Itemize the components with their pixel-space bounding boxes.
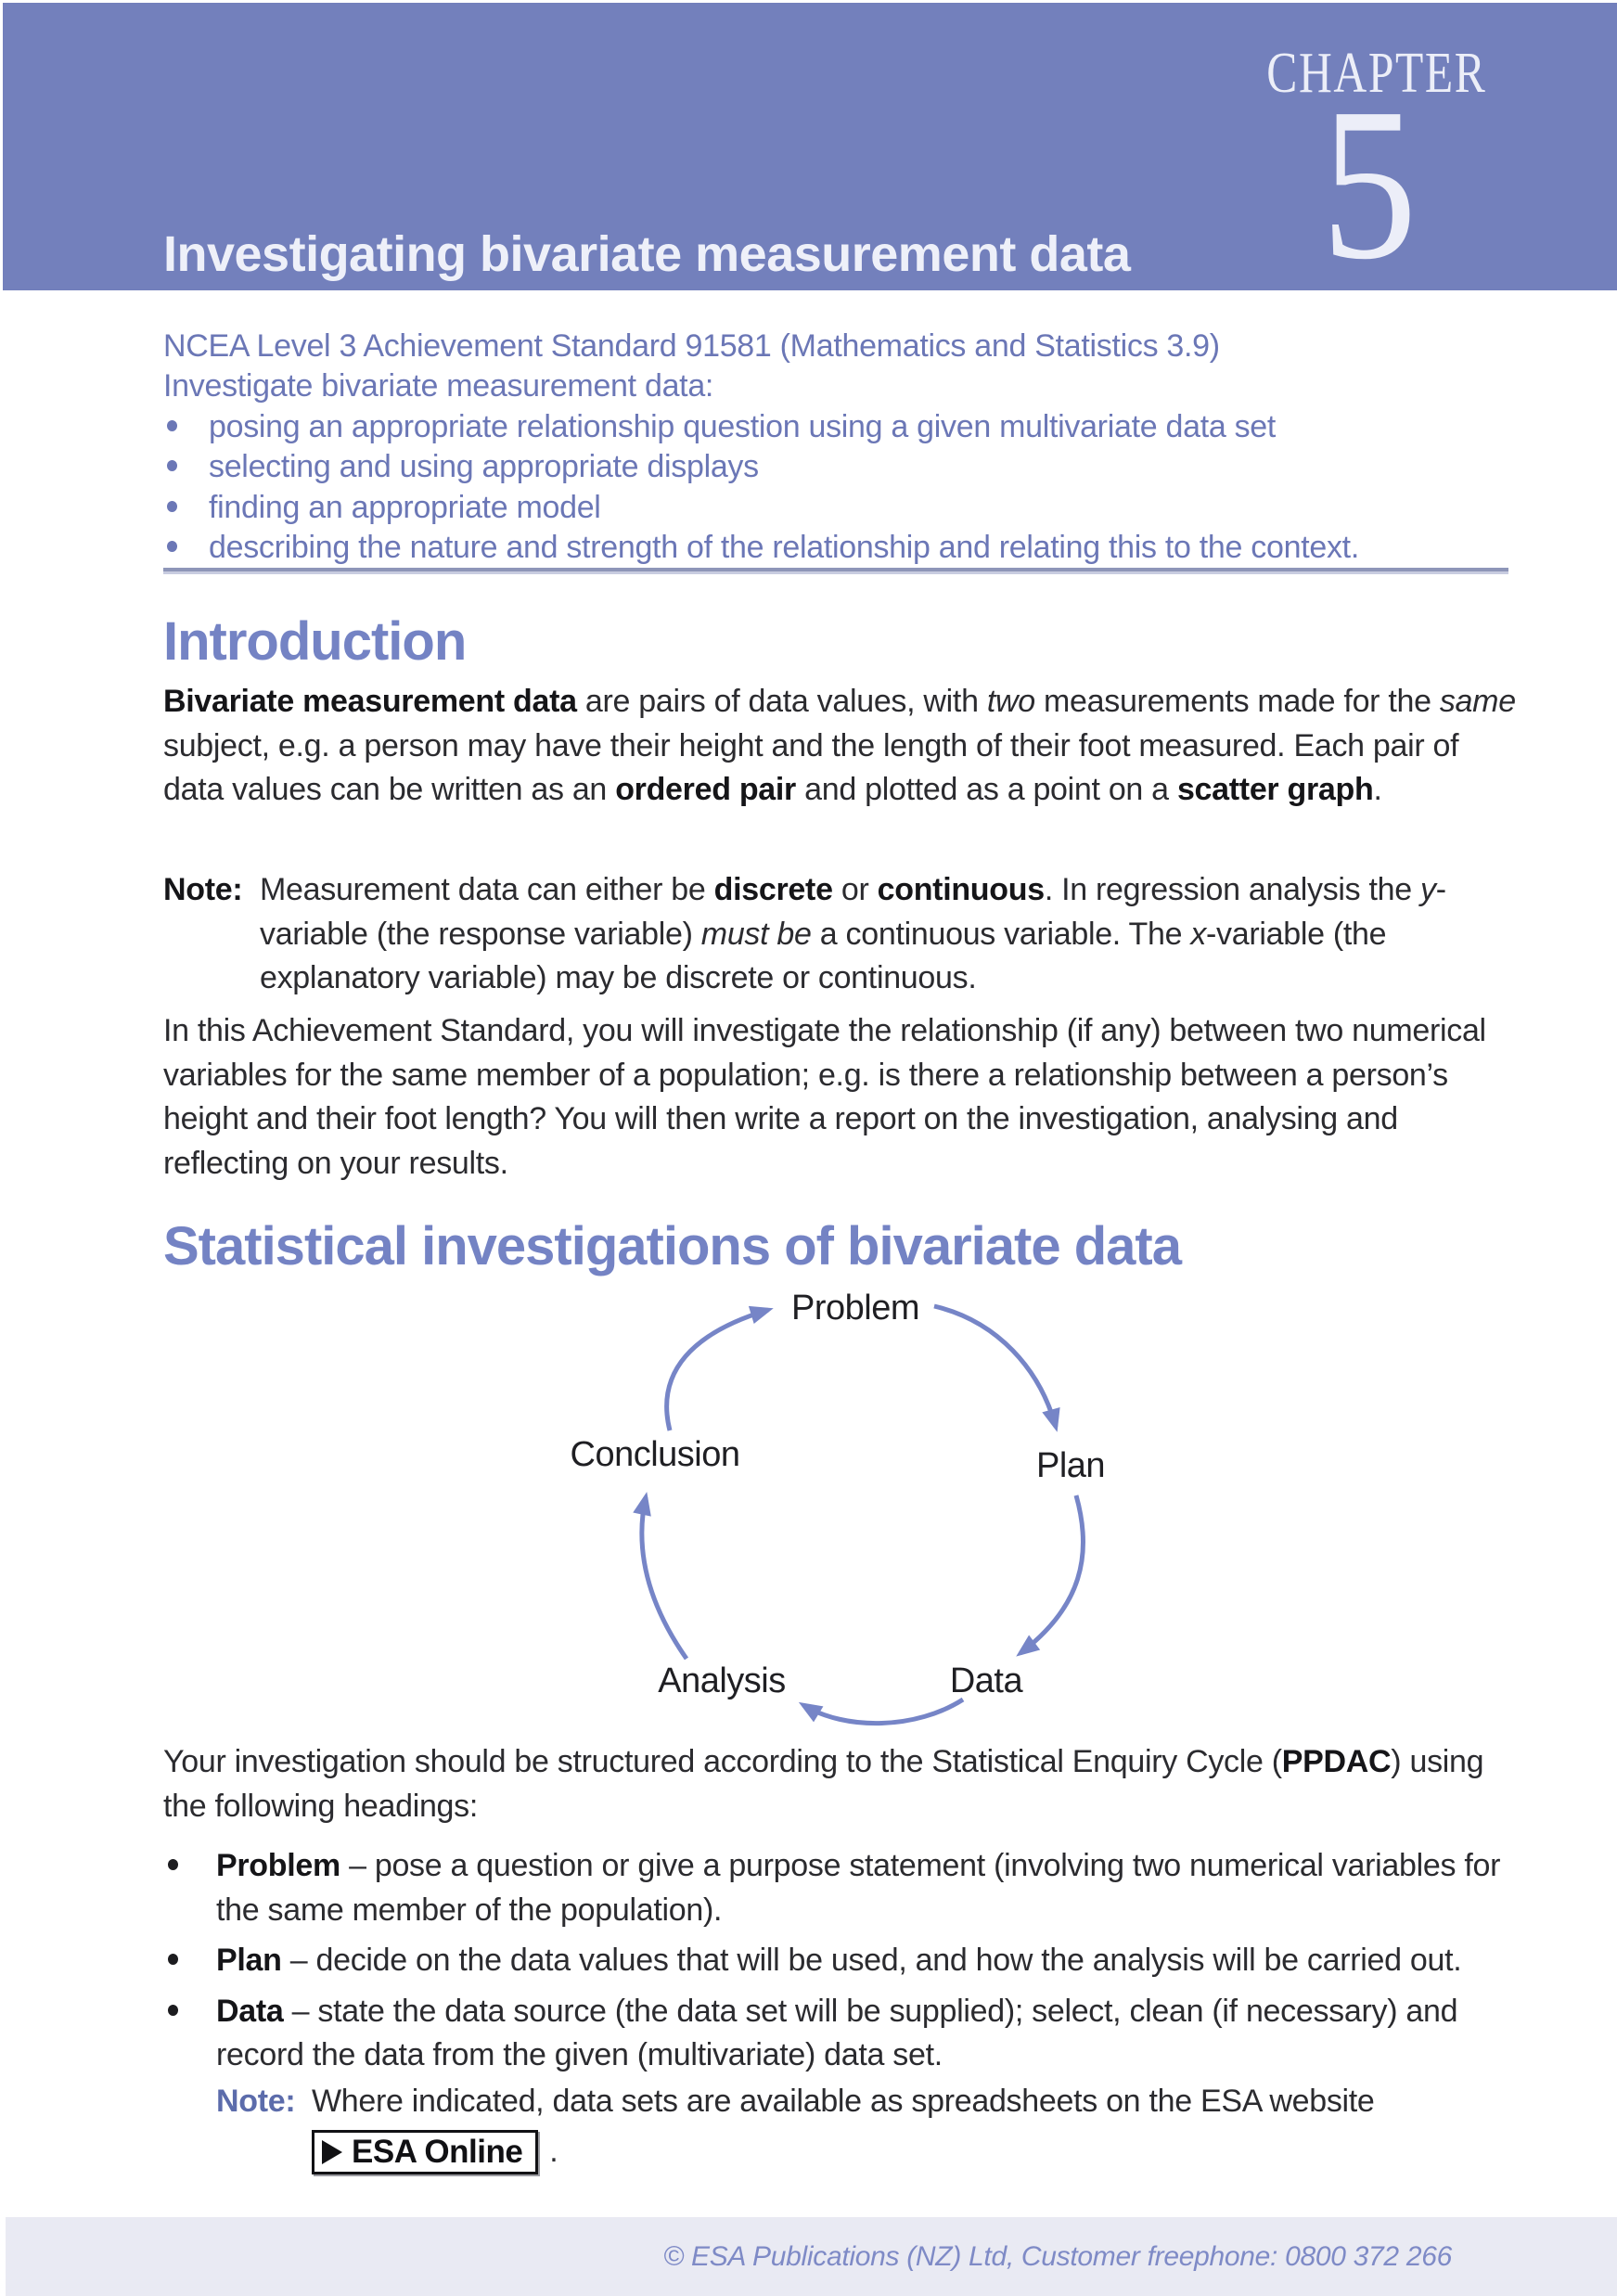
- ppdac-cycle-diagram: [529, 1280, 1178, 1744]
- standard-bullet-list: [163, 407, 1509, 569]
- cycle-label-problem: Problem: [791, 1289, 919, 1328]
- list-item: [163, 488, 1509, 528]
- bold-term: ordered pair: [615, 772, 796, 807]
- chapter-number: 5: [1320, 63, 1417, 304]
- chapter-title: Investigating bivariate measurement data: [163, 226, 1131, 282]
- arrow-problem-to-plan: [934, 1306, 1056, 1427]
- chapter-label: CHAPTER: [1265, 42, 1486, 105]
- introduction-paragraph: Bivariate measurement data are pairs of data values, with two measurements made for the same subject, e.g. a person may have their height and the length of their foot measured. Each pair of data values can be written as an ordered pair and plotted as a point on a scatter graph.: [163, 684, 1516, 807]
- arrow-plan-to-data: [1020, 1495, 1084, 1653]
- ppdac-paragraph: Your investigation should be structured according to the Statistical Enquiry Cycle (PPDAC) using the following headings:: [163, 1744, 1484, 1824]
- page-footer: [6, 2217, 1617, 2296]
- cycle-label-analysis: Analysis: [658, 1661, 786, 1700]
- esa-online-row: [312, 2129, 1522, 2175]
- bullet-dot: [168, 1954, 178, 1965]
- cycle-label-plan: Plan: [1035, 1446, 1106, 1485]
- list-item-text: posing an appropriate relationship question using a given multivariate data set: [209, 409, 1277, 444]
- body-paragraph: In this Achievement Standard, you will investigate the relationship (if any) between two numerical variables for the same member of a population; e.g. is there a relationship between a person’s height and their foot length? You will then write a report on the investigation, analysing and reflecting on your results.: [163, 1013, 1486, 1181]
- achievement-standard-block: [163, 327, 1509, 569]
- play-triangle-icon: [322, 2140, 342, 2164]
- italic-term: y: [1420, 872, 1436, 907]
- footer-copyright: © ESA Publications (NZ) Ltd, Customer freephone: 0800 372 266: [663, 2241, 1452, 2272]
- bullet-term: Data: [216, 1993, 284, 2029]
- bold-term: PPDAC: [1281, 1744, 1392, 1779]
- bullet-term: Plan: [216, 1943, 282, 1978]
- list-item-problem: [163, 1844, 1522, 1932]
- bullet-dot: [167, 420, 177, 431]
- bullet-dot: [168, 1859, 178, 1870]
- list-item: [163, 528, 1509, 568]
- note-label: Note:: [216, 2083, 296, 2119]
- sentence-period: .: [549, 2134, 558, 2170]
- section-divider: [163, 568, 1508, 574]
- list-item-text: describing the nature and strength of the relationship and relating this to the context.: [209, 530, 1359, 566]
- chapter-banner: [3, 3, 1617, 304]
- introduction-heading: Introduction: [163, 611, 467, 672]
- bullet-text: – decide on the data values that will be used, and how the analysis will be carried out.: [281, 1943, 1462, 1978]
- cycle-label-data: Data: [949, 1661, 1023, 1700]
- bold-term: Bivariate measurement data: [163, 684, 577, 719]
- list-item: [163, 407, 1509, 447]
- esa-online-label: ESA Online: [352, 2134, 523, 2171]
- bold-term: scatter graph: [1176, 772, 1374, 807]
- list-item-plan: [163, 1939, 1522, 1983]
- standard-line-2: Investigate bivariate measurement data:: [163, 368, 714, 404]
- italic-term: two: [986, 684, 1035, 719]
- list-item-data: [163, 1990, 1522, 2176]
- bullet-term: Problem: [216, 1848, 340, 1883]
- italic-term: must be: [700, 916, 812, 952]
- bullet-dot: [168, 2005, 178, 2016]
- bold-term: continuous: [877, 872, 1045, 907]
- headings-bullet-list: [163, 1844, 1522, 2182]
- bullet-text: – state the data source (the data set will be supplied); select, clean (if necessary) and record the data from the given (multivariate) data set.: [216, 1993, 1458, 2072]
- cycle-label-conclusion: Conclusion: [570, 1435, 740, 1474]
- note-label: Note:: [163, 872, 243, 907]
- bullet-dot: [167, 501, 177, 512]
- list-item: [163, 447, 1509, 487]
- standard-line-1: NCEA Level 3 Achievement Standard 91581 (Mathematics and Statistics 3.9): [163, 328, 1220, 364]
- bullet-dot: [167, 541, 177, 552]
- arrow-conclusion-to-problem: [667, 1310, 768, 1430]
- italic-term: same: [1439, 684, 1516, 719]
- italic-term: x: [1190, 916, 1207, 952]
- arrow-data-to-analysis: [803, 1700, 963, 1724]
- list-item-text: finding an appropriate model: [209, 489, 601, 525]
- investigations-heading: Statistical investigations of bivariate data: [163, 1216, 1181, 1276]
- note-paragraph: Note: Measurement data can either be discrete or continuous. In regression analysis the y-variable (the response variable) must be a continuous variable. The x-variable (the explanatory variable) may be discrete or continuous.: [163, 868, 1481, 1001]
- arrow-analysis-to-conclusion: [642, 1497, 687, 1659]
- list-item-text: selecting and using appropriate displays: [209, 449, 759, 485]
- data-note: Note: Where indicated, data sets are available as spreadsheets on the ESA website ESA Online .: [216, 2080, 1522, 2176]
- bold-term: discrete: [713, 872, 833, 907]
- esa-online-button[interactable]: [312, 2130, 538, 2174]
- bullet-text: – pose a question or give a purpose statement (involving two numerical variables for the same member of the population).: [216, 1848, 1501, 1928]
- bullet-dot: [167, 460, 177, 471]
